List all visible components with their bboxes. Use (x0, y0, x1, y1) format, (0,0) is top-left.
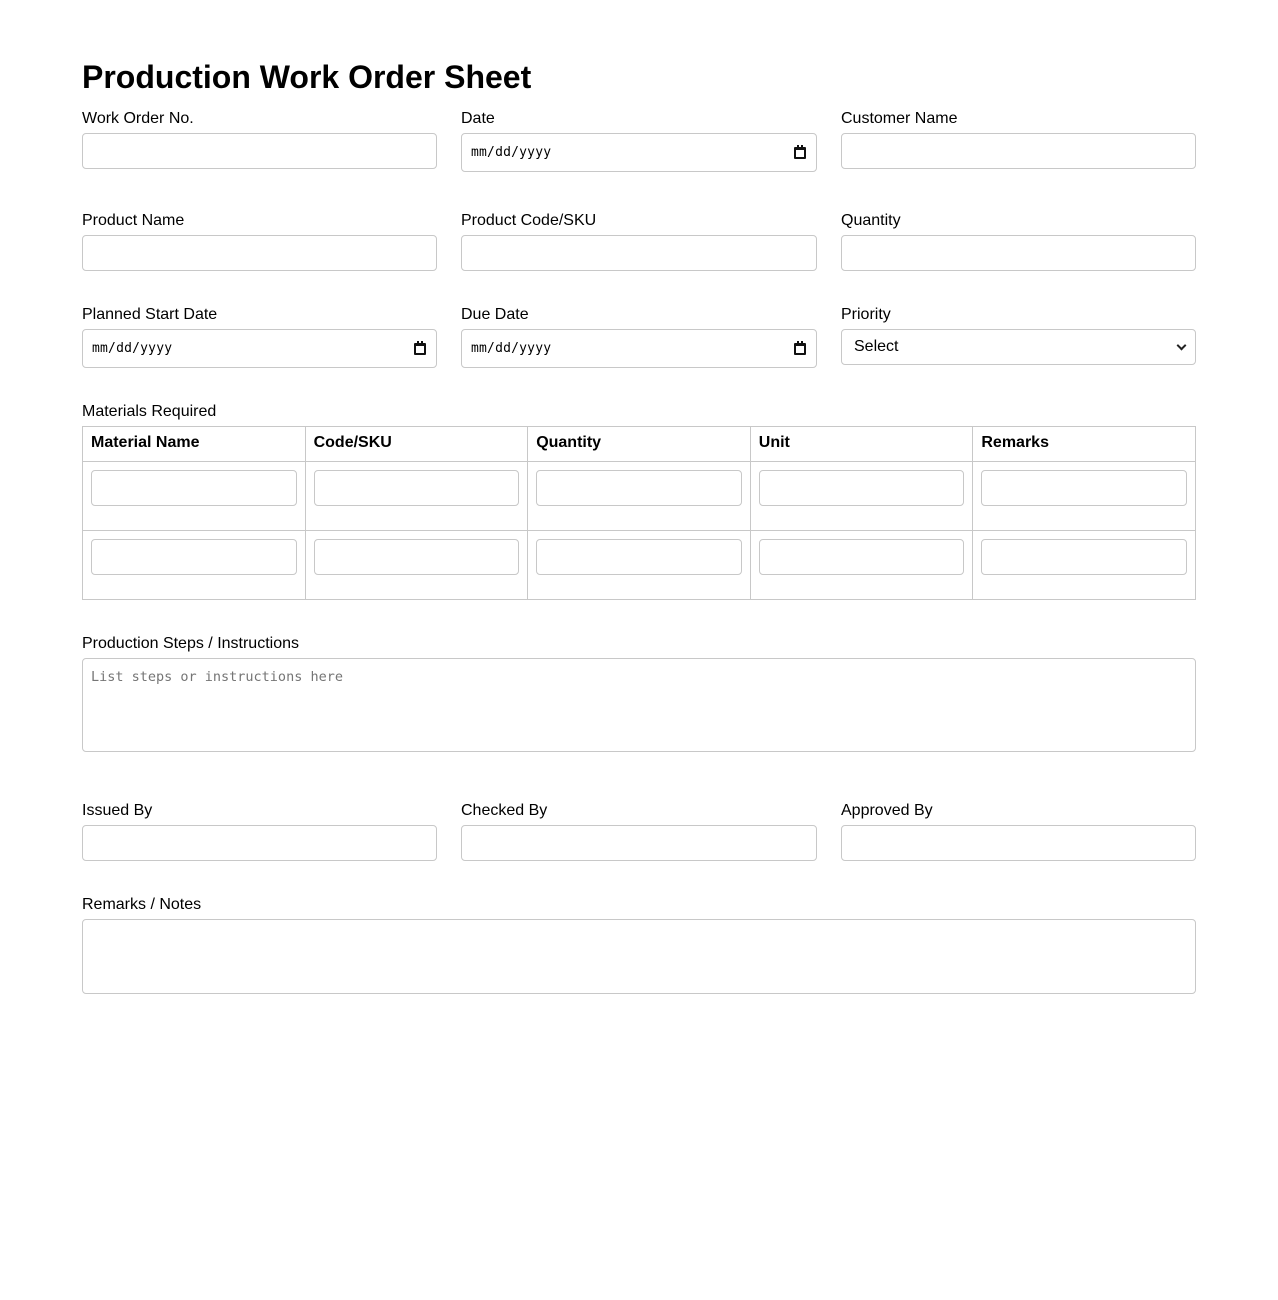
approved-by-input[interactable] (841, 825, 1196, 861)
quantity-input[interactable] (841, 235, 1196, 271)
work-order-no-input[interactable] (82, 133, 437, 169)
material-quantity-input[interactable] (536, 470, 742, 506)
table-cell (305, 462, 528, 531)
approved-by-field (841, 802, 1196, 861)
product-code-input[interactable] (461, 235, 817, 271)
issued-by-input[interactable] (82, 825, 437, 861)
due-date-field (461, 306, 817, 368)
due-date-input[interactable] (461, 329, 817, 368)
material-code-input[interactable] (314, 470, 520, 506)
table-cell (305, 531, 528, 600)
product-name-label: Product Name (82, 212, 185, 229)
table-row (83, 462, 1196, 531)
table-cell (528, 462, 751, 531)
material-remarks-input[interactable] (981, 539, 1187, 575)
issued-by-label: Issued By (82, 802, 153, 819)
product-name-field (82, 212, 437, 271)
planned-start-date-placeholder: mm/dd/yyyy (92, 341, 173, 356)
table-cell (973, 462, 1196, 531)
material-remarks-input[interactable] (981, 470, 1187, 506)
planned-start-date-input[interactable] (82, 329, 437, 368)
customer-name-field (841, 110, 1196, 172)
table-cell (83, 531, 306, 600)
product-code-field (461, 212, 817, 271)
schedule-row (82, 306, 1196, 368)
production-steps-label: Production Steps / Instructions (82, 635, 299, 652)
table-row (83, 531, 1196, 600)
material-name-input[interactable] (91, 539, 297, 575)
product-code-label: Product Code/SKU (461, 212, 597, 229)
material-quantity-input[interactable] (536, 539, 742, 575)
production-steps-textarea[interactable] (82, 658, 1196, 752)
customer-name-label: Customer Name (841, 110, 958, 127)
production-steps-section (82, 635, 1196, 752)
materials-section (82, 403, 1196, 600)
material-unit-input[interactable] (759, 539, 965, 575)
order-info-row (82, 110, 1196, 172)
column-header: Unit (750, 427, 973, 462)
product-info-row (82, 212, 1196, 271)
remarks-notes-label: Remarks / Notes (82, 896, 202, 913)
table-cell (528, 531, 751, 600)
table-cell (973, 531, 1196, 600)
materials-label: Materials Required (82, 403, 217, 420)
checked-by-field (461, 802, 817, 861)
quantity-label: Quantity (841, 212, 901, 229)
calendar-icon[interactable] (414, 343, 426, 355)
column-header: Code/SKU (305, 427, 528, 462)
table-cell (83, 462, 306, 531)
work-order-no-field (82, 110, 437, 172)
planned-start-date-field (82, 306, 437, 368)
signoff-row (82, 802, 1196, 861)
date-field (461, 110, 817, 172)
priority-field (841, 306, 1196, 368)
calendar-icon[interactable] (794, 343, 806, 355)
due-date-placeholder: mm/dd/yyyy (471, 341, 552, 356)
table-cell (750, 531, 973, 600)
priority-label: Priority (841, 306, 891, 323)
priority-select[interactable] (841, 329, 1196, 365)
issued-by-field (82, 802, 437, 861)
remarks-notes-textarea[interactable] (82, 919, 1196, 994)
column-header: Remarks (973, 427, 1196, 462)
planned-start-date-label: Planned Start Date (82, 306, 218, 323)
column-header: Quantity (528, 427, 751, 462)
material-unit-input[interactable] (759, 470, 965, 506)
remarks-notes-section (82, 896, 1196, 994)
date-input[interactable] (461, 133, 817, 172)
material-name-input[interactable] (91, 470, 297, 506)
production-steps-placeholder: List steps or instructions here (91, 669, 343, 685)
work-order-form (82, 0, 1196, 994)
approved-by-label: Approved By (841, 802, 933, 819)
quantity-field (841, 212, 1196, 271)
materials-table (82, 426, 1196, 600)
page-title: Production Work Order Sheet (82, 59, 532, 95)
checked-by-input[interactable] (461, 825, 817, 861)
due-date-label: Due Date (461, 306, 529, 323)
priority-selected-value: Select (854, 338, 899, 355)
date-placeholder: mm/dd/yyyy (471, 145, 552, 160)
customer-name-input[interactable] (841, 133, 1196, 169)
checked-by-label: Checked By (461, 802, 548, 819)
date-label: Date (461, 110, 495, 127)
work-order-no-label: Work Order No. (82, 110, 194, 127)
material-code-input[interactable] (314, 539, 520, 575)
calendar-icon[interactable] (794, 147, 806, 159)
table-cell (750, 462, 973, 531)
column-header: Material Name (83, 427, 306, 462)
materials-header-row (83, 427, 1196, 462)
product-name-input[interactable] (82, 235, 437, 271)
chevron-down-icon (1177, 340, 1187, 350)
